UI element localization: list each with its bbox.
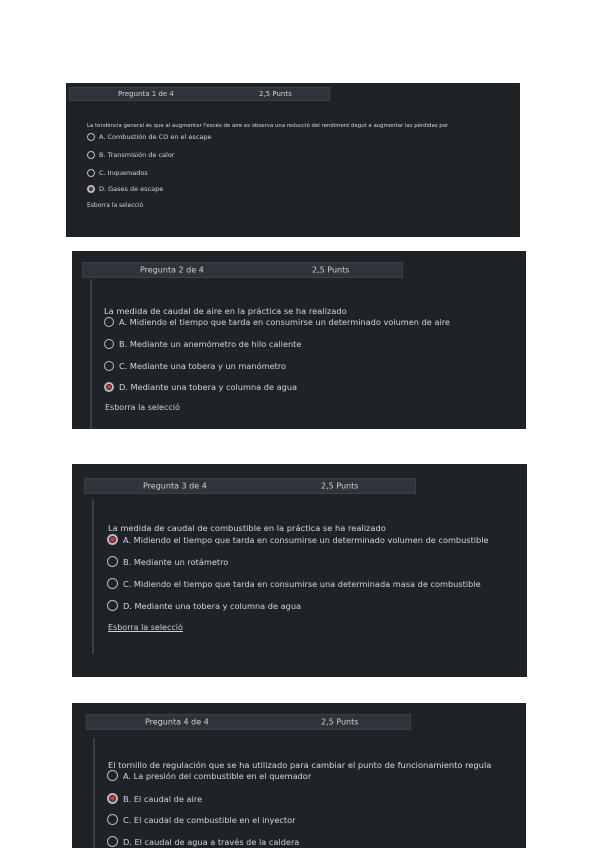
question-number: Pregunta 3 de 4: [143, 481, 207, 491]
answer-label: D. Mediante una tobera y columna de agua: [119, 382, 298, 392]
question-panel-3: [72, 464, 527, 677]
question-divider: [92, 499, 94, 654]
question-points: 2,5 Punts: [259, 90, 292, 98]
answer-label: A. Midiendo el tiempo que tarda en consumirse un determinado volumen de combustible: [123, 534, 489, 545]
question-panel-2: [72, 251, 526, 429]
radio-button[interactable]: [87, 133, 95, 141]
radio-button[interactable]: [107, 770, 118, 781]
question-text: La tendència general és que al augmentar l'excés de aire es observa una reducció del rendiment degut a augmentar las pèrdidas por: [87, 123, 449, 129]
radio-button[interactable]: [107, 600, 118, 611]
question-number: Pregunta 2 de 4: [140, 265, 204, 275]
answer-label: A. Combustión de CO en el escape: [99, 133, 212, 141]
radio-button[interactable]: [104, 317, 114, 327]
answer-option-c[interactable]: [107, 578, 481, 589]
question-divider: [93, 738, 95, 848]
answer-label: C. Midiendo el tiempo que tarda en consumirse una determinada masa de combustible: [123, 578, 481, 589]
answer-option-a[interactable]: [107, 770, 311, 781]
answer-label: B. Transmisión de calor: [99, 151, 175, 159]
answer-label: B. Mediante un rotámetro: [123, 556, 229, 567]
answer-label: B. Mediante un anemómetro de hilo caliente: [119, 339, 302, 349]
answer-option-b[interactable]: [107, 793, 202, 804]
clear-selection-link[interactable]: Esborra la selecció: [108, 623, 183, 632]
radio-button[interactable]: [104, 361, 114, 371]
answer-option-a[interactable]: [107, 534, 489, 545]
radio-button-selected[interactable]: [107, 793, 118, 804]
radio-button[interactable]: [107, 836, 118, 847]
answer-label: B. El caudal de aire: [123, 793, 203, 804]
answer-option-d[interactable]: [107, 600, 301, 611]
question-number: Pregunta 4 de 4: [145, 717, 209, 727]
question-header: [86, 714, 411, 730]
answer-label: C. El caudal de combustible en el inyector: [123, 814, 296, 825]
clear-selection-link[interactable]: Esborra la selecció: [87, 202, 144, 209]
answer-option-c[interactable]: [104, 361, 286, 371]
answer-label: D. El caudal de agua a través de la caldera: [123, 836, 300, 847]
question-number: Pregunta 1 de 4: [118, 90, 174, 98]
radio-button[interactable]: [104, 339, 114, 349]
question-points: 2,5 Punts: [312, 265, 350, 275]
answer-label: D. Gases de escape: [99, 185, 164, 193]
question-text: El tornillo de regulación que se ha utilizado para cambiar el punto de funcionamiento regula: [108, 760, 492, 770]
answer-option-c[interactable]: [87, 169, 148, 177]
question-header: [82, 262, 403, 278]
question-points: 2,5 Punts: [321, 717, 359, 727]
answer-label: C. Mediante una tobera y un manómetro: [119, 361, 287, 371]
radio-button-selected[interactable]: [104, 382, 114, 392]
radio-button-selected[interactable]: [107, 534, 118, 545]
question-divider: [90, 279, 92, 429]
question-points: 2,5 Punts: [321, 481, 359, 491]
radio-button[interactable]: [107, 814, 118, 825]
answer-option-c[interactable]: [107, 814, 296, 825]
answer-option-d[interactable]: [107, 836, 299, 847]
question-header: [69, 87, 330, 101]
question-text: La medida de caudal de combustible en la práctica se ha realizado: [108, 523, 386, 533]
radio-button[interactable]: [87, 169, 95, 177]
question-panel-1: [66, 83, 520, 237]
question-text: La medida de caudal de aire en la práctica se ha realizado: [104, 306, 347, 316]
answer-option-b[interactable]: [107, 556, 228, 567]
answer-option-b[interactable]: [104, 339, 301, 349]
clear-selection-link[interactable]: Esborra la selecció: [105, 403, 180, 412]
question-panel-4: [72, 703, 526, 848]
radio-button[interactable]: [87, 151, 95, 159]
radio-button[interactable]: [107, 578, 118, 589]
answer-option-d[interactable]: [87, 185, 163, 193]
radio-button-selected[interactable]: [87, 185, 95, 193]
radio-button[interactable]: [107, 556, 118, 567]
answer-label: A. La presión del combustible en el quemador: [123, 770, 312, 781]
answer-option-d[interactable]: [104, 382, 297, 392]
answer-option-b[interactable]: [87, 151, 174, 159]
answer-label: A. Midiendo el tiempo que tarda en consumirse un determinado volumen de aire: [119, 317, 450, 327]
answer-option-a[interactable]: [87, 133, 212, 141]
answer-label: C. Inquemados: [99, 169, 148, 177]
question-header: [84, 478, 416, 494]
answer-label: D. Mediante una tobera y columna de agua: [123, 600, 302, 611]
answer-option-a[interactable]: [104, 317, 450, 327]
